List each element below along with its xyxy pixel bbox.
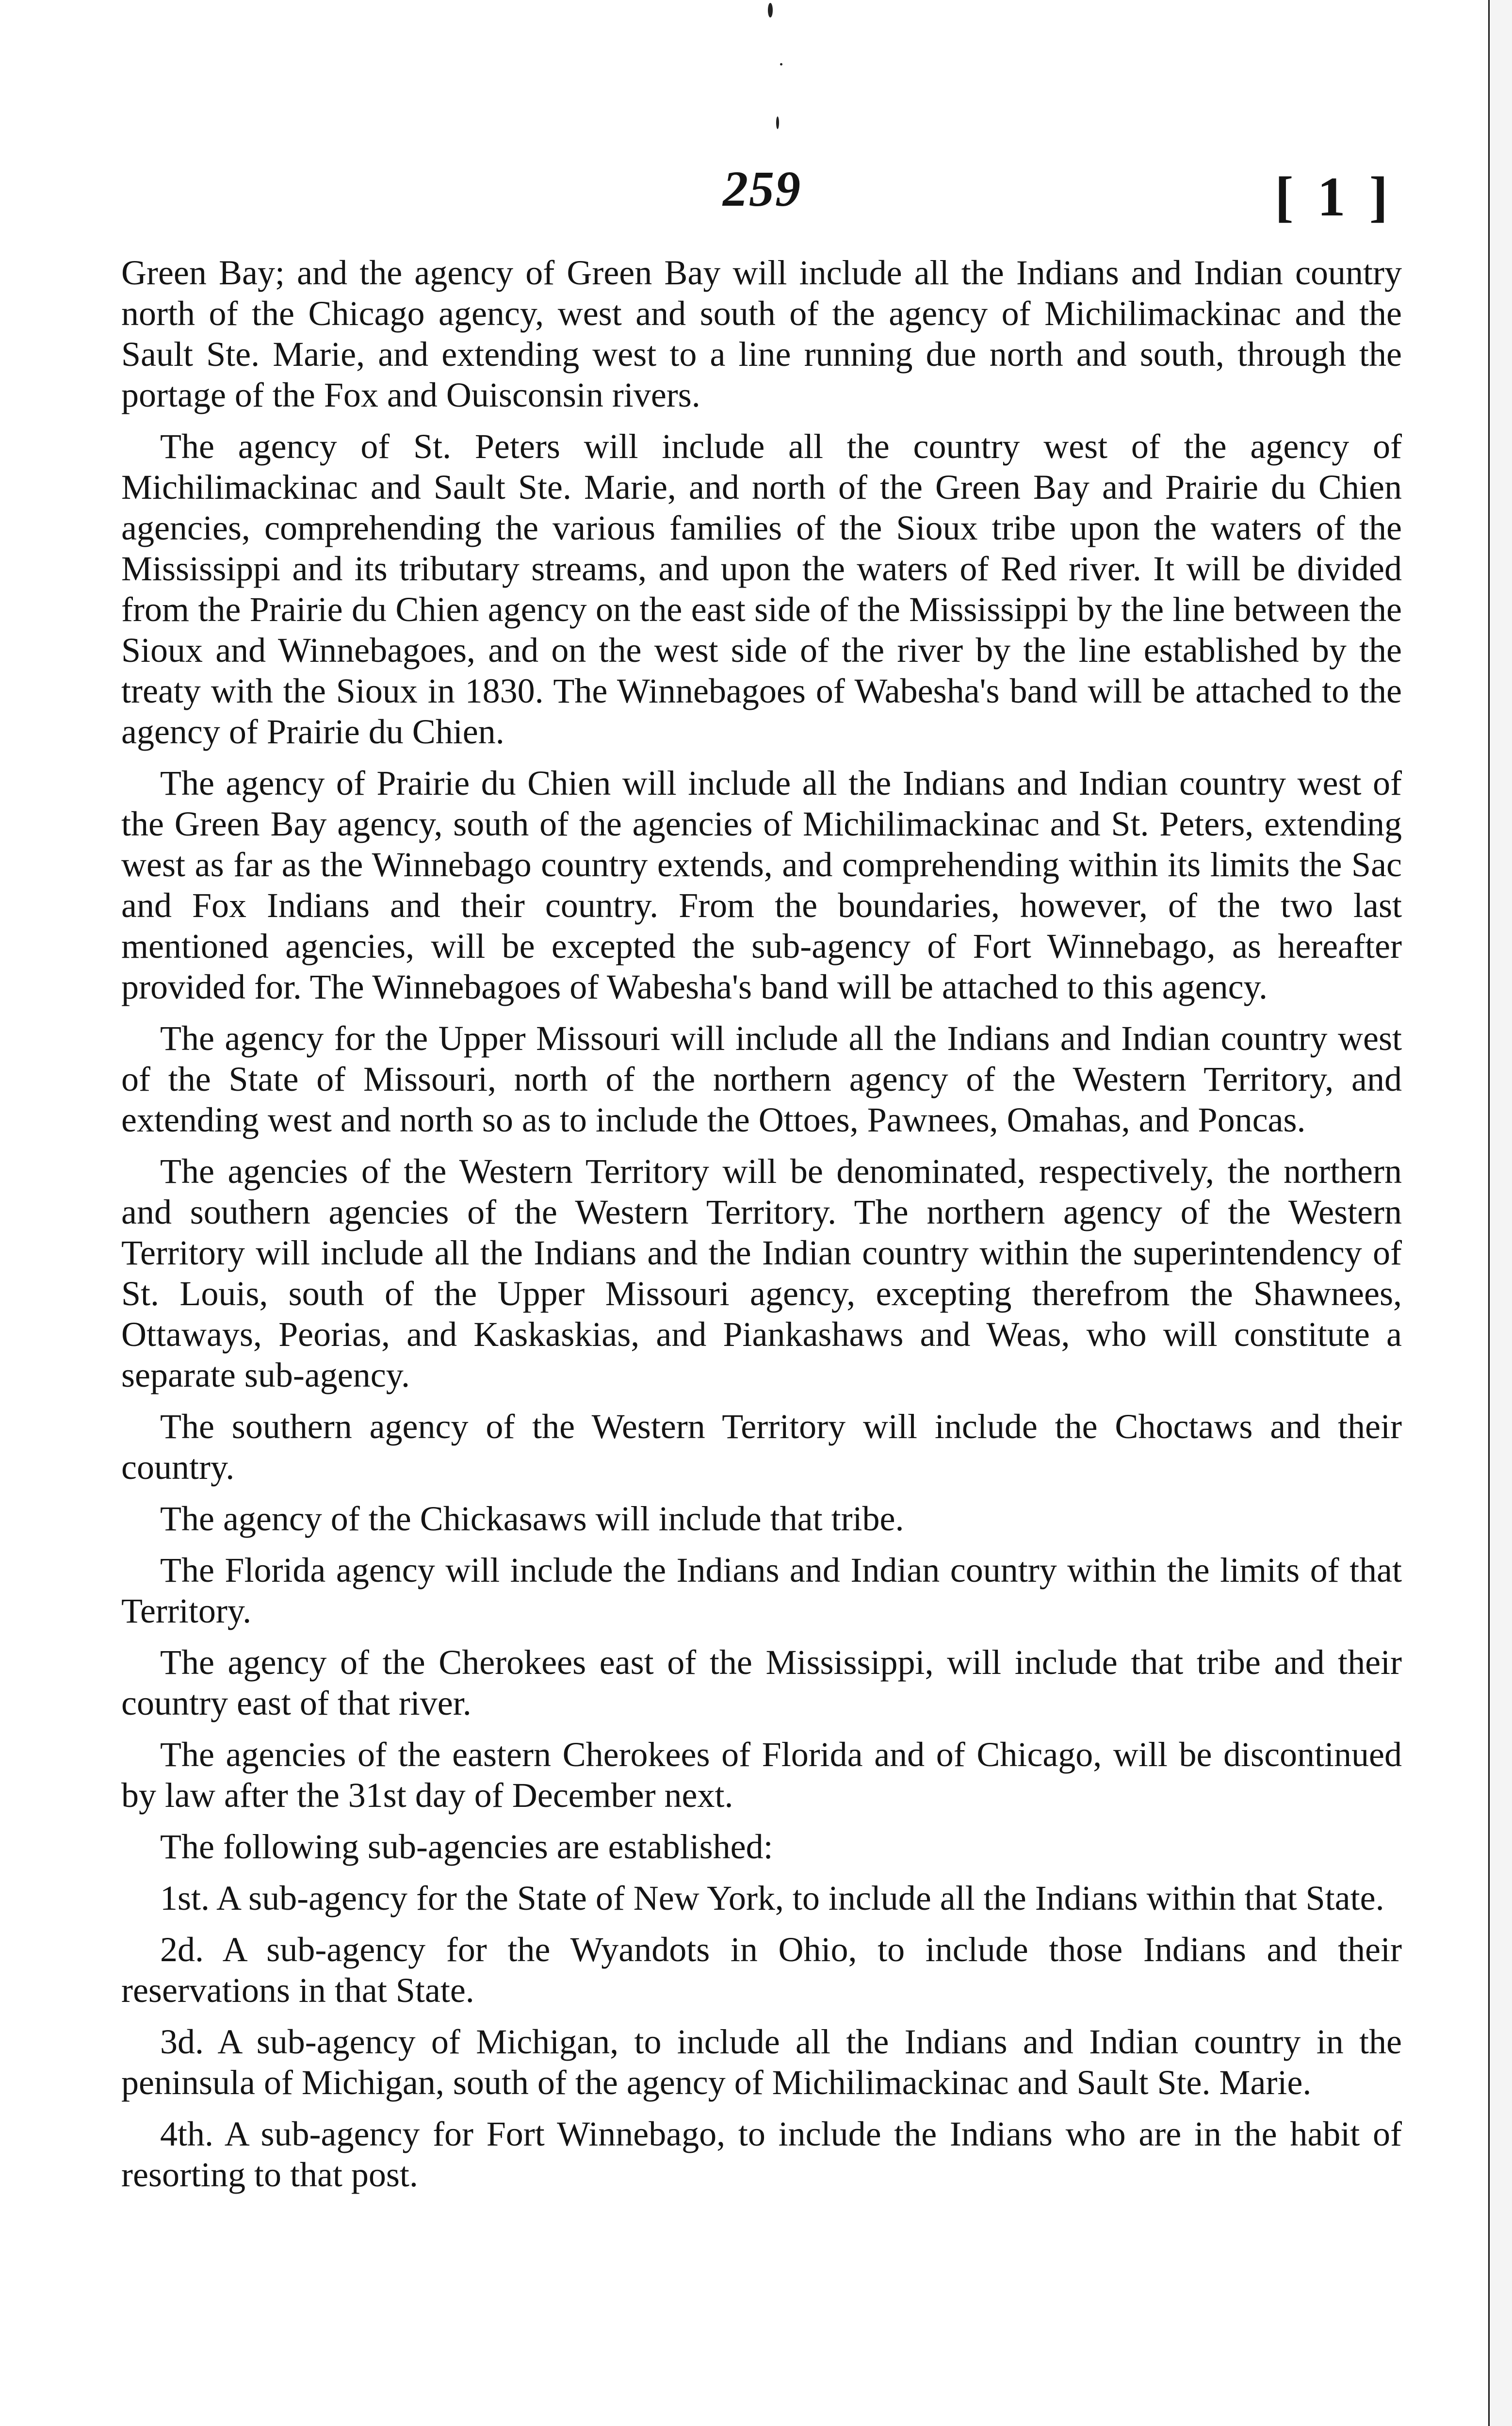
paragraph-st-peters: The agency of St. Peters will include all the country west of the agency of Michilimackinac and Sault Ste. Marie, and north of the Green Bay and Prairie du Chien agencies, comprehending the various families of the Sioux tribe upon the waters of the Mississippi and its tributary streams, and upon the waters of Red river. It will be divided from the Prairie du Chien agency on the east side of the Mississippi by the line between the Sioux and Winnebagoes, and on the west side of the river by the line established by the treaty with the Sioux in 1830. The Winnebagoes of Wabesha's band will be attached to the agency of Prairie du Chien. bbox=[121, 427, 1402, 751]
paragraph-michigan: 3d. A sub-agency of Michigan, to include all the Indians and Indian country in the peninsula of Michigan, south of the agency of Michilimackinac and Sault Ste. Marie. bbox=[121, 2022, 1402, 2102]
paragraph-southern-agency: The southern agency of the Western Territory will include the Choctaws and their country. bbox=[121, 1407, 1402, 1487]
paragraph-new-york: 1st. A sub-agency for the State of New York, to include all the Indians within that State. bbox=[160, 1879, 1384, 1918]
page-edge bbox=[1488, 0, 1512, 2426]
page-header bbox=[0, 146, 1488, 228]
body-text bbox=[121, 252, 1402, 2206]
page-number: 259 bbox=[723, 161, 801, 217]
paragraph-wyandots: 2d. A sub-agency for the Wyandots in Ohio, to include those Indians and their reservations in that State. bbox=[121, 1930, 1402, 2010]
paragraph-cherokees: The agency of the Cherokees east of the Mississippi, will include that tribe and their country east of that river. bbox=[121, 1643, 1402, 1722]
paragraph-sub-agencies-intro: The following sub-agencies are established: bbox=[160, 1827, 773, 1866]
scan-speck bbox=[768, 3, 773, 17]
paragraph-upper-missouri: The agency for the Upper Missouri will include all the Indians and Indian country west of the State of Missouri, north of the northern agency of the Western Territory, and extending west and north so as to include the Ottoes, Pawnees, Omahas, and Poncas. bbox=[121, 1019, 1402, 1139]
document-number: [ 1 ] bbox=[1275, 166, 1393, 228]
scan-speck bbox=[776, 116, 779, 129]
paragraph-western-territory: The agencies of the Western Territory will be denominated, respectively, the northern and southern agencies of the Western Territory. The northern agency of the Western Territory will include all the Indians and the Indian country within the superintendency of St. Louis, south of the Upper Missouri agency, excepting therefrom the Shawnees, Ottaways, Peorias, and Kaskaskias, and Piankashaws and Weas, who will constitute a separate sub-agency. bbox=[121, 1152, 1402, 1394]
scan-speck bbox=[780, 63, 782, 66]
paragraph-chickasaws: The agency of the Chickasaws will include that tribe. bbox=[160, 1499, 904, 1538]
paragraph-florida: The Florida agency will include the Indians and Indian country within the limits of that Territory. bbox=[121, 1551, 1402, 1630]
paragraph-prairie-du-chien: The agency of Prairie du Chien will include all the Indians and Indian country west of the Green Bay agency, south of the agencies of Michilimackinac and St. Peters, extending west as far as the Winnebago country extends, and comprehending within its limits the Sac and Fox Indians and their country. From the boundaries, however, of the two last mentioned agencies, will be excepted the sub-agency of Fort Winnebago, as hereafter provided for. The Winnebagoes of Wabesha's band will be attached to this agency. bbox=[121, 764, 1402, 1006]
paragraph-green-bay: Green Bay; and the agency of Green Bay will include all the Indians and Indian country north of the Chicago agency, west and south of the agency of Michilimackinac and the Sault Ste. Marie, and extending west to a line running due north and south, through the portage of the Fox and Ouisconsin rivers. bbox=[121, 253, 1402, 414]
paragraph-fort-winnebago: 4th. A sub-agency for Fort Winnebago, to include the Indians who are in the habit of resorting to that post. bbox=[121, 2115, 1402, 2194]
paragraph-discontinued: The agencies of the eastern Cherokees of Florida and of Chicago, will be discontinued by law after the 31st day of December next. bbox=[121, 1735, 1402, 1815]
